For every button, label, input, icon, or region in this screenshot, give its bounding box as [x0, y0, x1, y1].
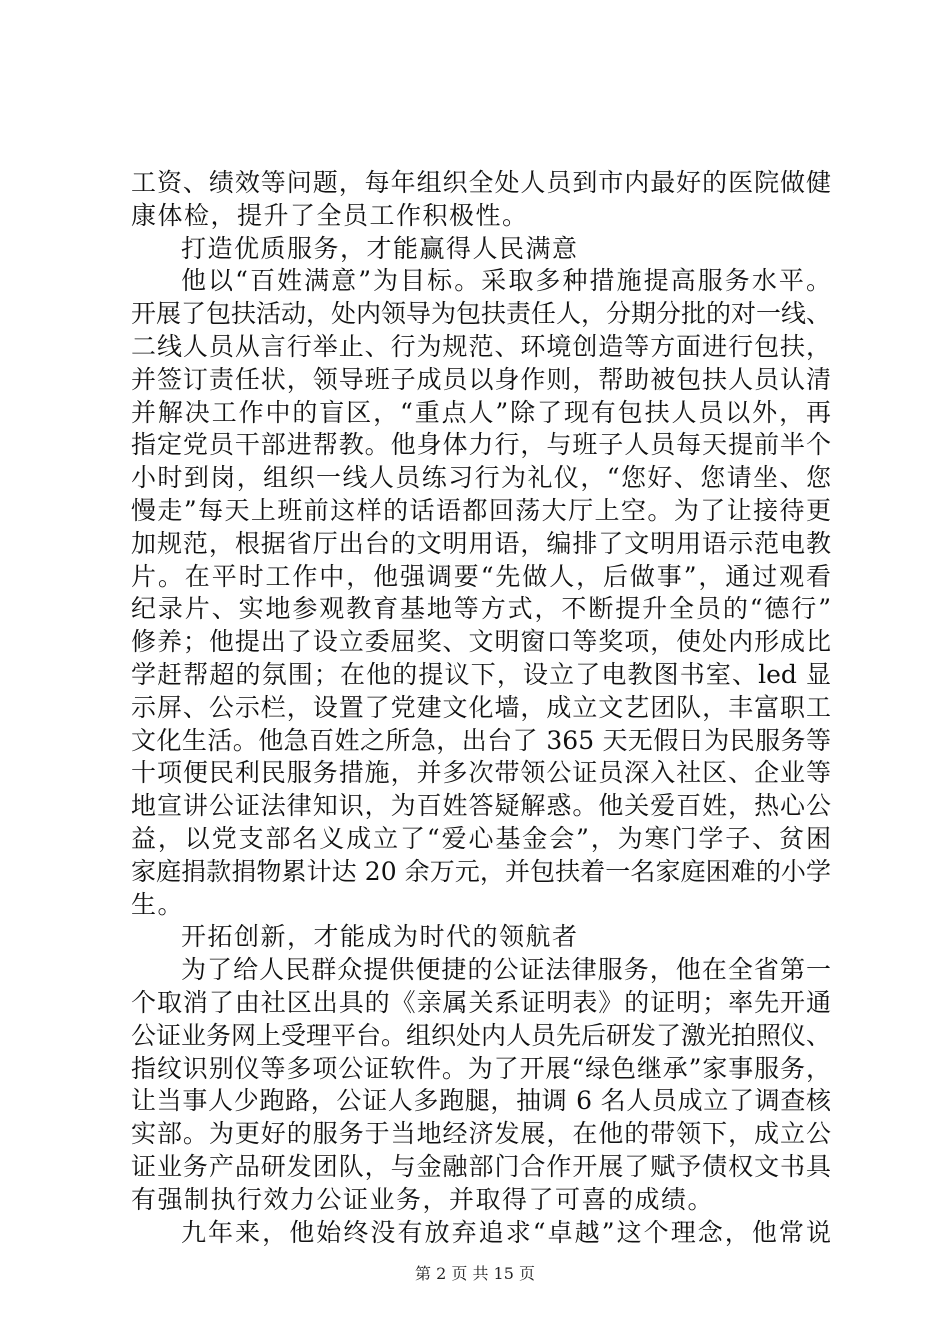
- text-line: 纪录片、实地参观教育基地等方式，不断提升全员的“德行”: [131, 594, 831, 624]
- text-line: 指定党员干部进帮教。他身体力行，与班子人员每天提前半个: [131, 430, 831, 460]
- text-line: 公证业务网上受理平台。组织处内人员先后研发了激光拍照仪、: [131, 1020, 832, 1050]
- text-line: 并解决工作中的盲区，“重点人”除了现有包扶人员以外，再: [131, 397, 831, 427]
- document-body: [131, 167, 831, 1249]
- text-line: 证业务产品研发团队，与金融部门合作开展了赋予债权文书具: [131, 1151, 831, 1181]
- text-line: 小时到岗，组织一线人员练习行为礼仪，“您好、您请坐、您: [131, 463, 831, 493]
- text-line: 康体检，提升了全员工作积极性。: [131, 200, 529, 230]
- text-line: 家庭捐款捐物累计达 20 余万元，并包扶着一名家庭困难的小学: [131, 856, 831, 886]
- text-line: 慢走”每天上班前这样的话语都回荡大厅上空。为了让接待更: [131, 495, 831, 525]
- text-line: 并签订责任状，领导班子成员以身作则，帮助被包扶人员认清: [131, 364, 831, 394]
- text-line: 九年来，他始终没有放弃追求“卓越”这个理念，他常说: [181, 1217, 831, 1247]
- text-line: 二线人员从言行举止、行为规范、环境创造等方面进行包扶，: [131, 331, 831, 361]
- text-line: 示屏、公示栏，设置了党建文化墙，成立文艺团队，丰富职工: [131, 692, 831, 722]
- text-line: 工资、绩效等问题，每年组织全处人员到市内最好的医院做健: [131, 168, 831, 197]
- text-line: 文化生活。他急百姓之所急，出台了 365 天无假日为民服务等: [131, 725, 831, 755]
- text-line: 让当事人少跑路，公证人多跑腿，抽调 6 名人员成立了调查核: [131, 1086, 831, 1116]
- text-line: 益，以党支部名义成立了“爱心基金会”，为寒门学子、贫困: [131, 823, 831, 853]
- text-line: 开展了包扶活动，处内领导为包扶责任人，分期分批的对一线、: [131, 299, 832, 329]
- text-line: 片。在平时工作中，他强调要“先做人，后做事”，通过观看: [131, 561, 831, 591]
- text-line: 生。: [131, 889, 185, 919]
- text-line: 个取消了由社区出具的《亲属关系证明表》的证明；率先开通: [131, 987, 831, 1017]
- text-line: 十项便民利民服务措施，并多次带领公证员深入社区、企业等: [131, 758, 831, 788]
- text-line: 修养；他提出了设立委屈奖、文明窗口等奖项，使处内形成比: [131, 627, 831, 657]
- text-line: 他以“百姓满意”为目标。采取多种措施提高服务水平。: [181, 266, 831, 296]
- page-footer: 第 2 页 共 15 页: [415, 1264, 535, 1283]
- text-line: 学赶帮超的氛围；在他的提议下，设立了电教图书室、led 显: [131, 659, 831, 689]
- text-line: 指纹识别仪等多项公证软件。为了开展“绿色继承”家事服务，: [131, 1053, 831, 1083]
- text-line: 地宣讲公证法律知识，为百姓答疑解惑。他关爱百姓，热心公: [131, 791, 831, 821]
- text-line: 开拓创新，才能成为时代的领航者: [181, 922, 579, 952]
- text-line: 有强制执行效力公证业务，并取得了可喜的成绩。: [131, 1184, 715, 1214]
- text-line: 加规范，根据省厅出台的文明用语，编排了文明用语示范电教: [131, 528, 831, 558]
- text-line: 打造优质服务，才能赢得人民满意: [181, 233, 579, 263]
- text-line: 为了给人民群众提供便捷的公证法律服务，他在全省第一: [181, 955, 831, 985]
- text-line: 实部。为更好的服务于当地经济发展，在他的带领下，成立公: [131, 1119, 831, 1149]
